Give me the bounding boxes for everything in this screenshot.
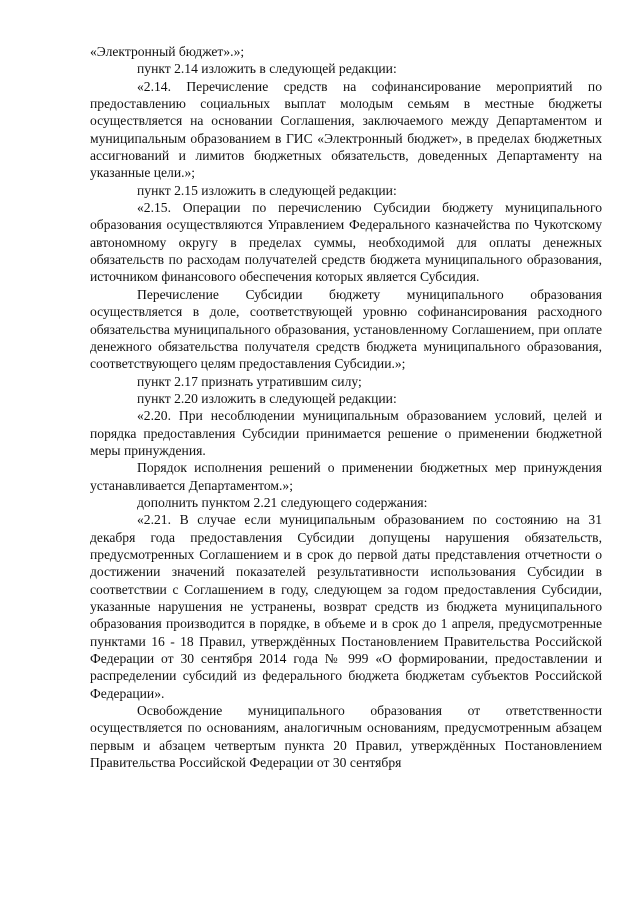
paragraph: дополнить пунктом 2.21 следующего содержания: — [137, 494, 428, 510]
paragraph: Порядок исполнения решений о применении бюджетных мер принуждения устанавливается Департаментом.»; — [90, 460, 602, 493]
paragraph: пункт 2.17 признать утратившим силу; — [137, 373, 362, 389]
paragraph: Перечисление Субсидии бюджету муниципального образования осуществляется в доле, соответствующей уровню софинансирования расходного обязательства муниципального образования, установленному Соглашением, при оплате денежного обязательства получателя средств бюджета муниципального образования, соответствующего целям предоставления Субсидии.»; — [90, 286, 602, 372]
paragraph: пункт 2.20 изложить в следующей редакции: — [137, 390, 397, 406]
paragraph: Освобождение муниципального образования от ответственности осуществляется по основаниям, аналогичным основаниям, предусмотренным абзацем первым и абзацем четвертым пункта 20 Правил, утверждённых Постановлением Правительства Российской Федерации от 30 сентября — [90, 703, 602, 771]
paragraph: пункт 2.14 изложить в следующей редакции: — [137, 61, 397, 77]
paragraph: «2.21. В случае если муниципальным образованием по состоянию на 31 декабря года предоставления Субсидии допущены нарушения обязательств, предусмотренных Соглашением и в срок до первой даты представления отчетности о достижении значений показателей результативности использования Субсидии в соответствии с Соглашением в году, следующем за годом предоставления Субсидии, указанные нарушения не устранены, возврат средств из бюджета муниципального образования производится в порядке, в объеме и в срок до 1 апреля, предусмотренные пунктами 16 - 18 Правил, утверждённых Постановлением Правительства Российской Федерации от 30 сентября 2014 года № 999 «О формировании, предоставлении и распределении субсидий из федерального бюджета бюджетам субъектов Российской Федерации». — [90, 512, 602, 701]
document-body — [90, 43, 602, 771]
paragraph: «2.15. Операции по перечислению Субсидии бюджету муниципального образования осуществляются Управлением Федерального казначейства по Чукотскому автономному округу в пределах суммы, необходимой для оплаты денежных обязательств по расходам получателей средств бюджета муниципального образования, источником финансового обеспечения которых является Субсидия. — [90, 200, 602, 285]
paragraph: пункт 2.15 изложить в следующей редакции: — [137, 182, 397, 198]
paragraph: «2.20. При несоблюдении муниципальным образованием условий, целей и порядка предоставления Субсидии принимается решение о применении бюджетной меры принуждения. — [90, 408, 602, 458]
paragraph: «2.14. Перечисление средств на софинансирование мероприятий по предоставлению социальных выплат молодым семьям в местные бюджеты осуществляется на основании Соглашения, заключаемого между Департаментом и муниципальным образованием в ГИС «Электронный бюджет», в пределах бюджетных ассигнований и лимитов бюджетных обязательств, доведенных Департаменту на указанные цели.»; — [90, 78, 602, 181]
paragraph: «Электронный бюджет».»; — [90, 44, 245, 59]
